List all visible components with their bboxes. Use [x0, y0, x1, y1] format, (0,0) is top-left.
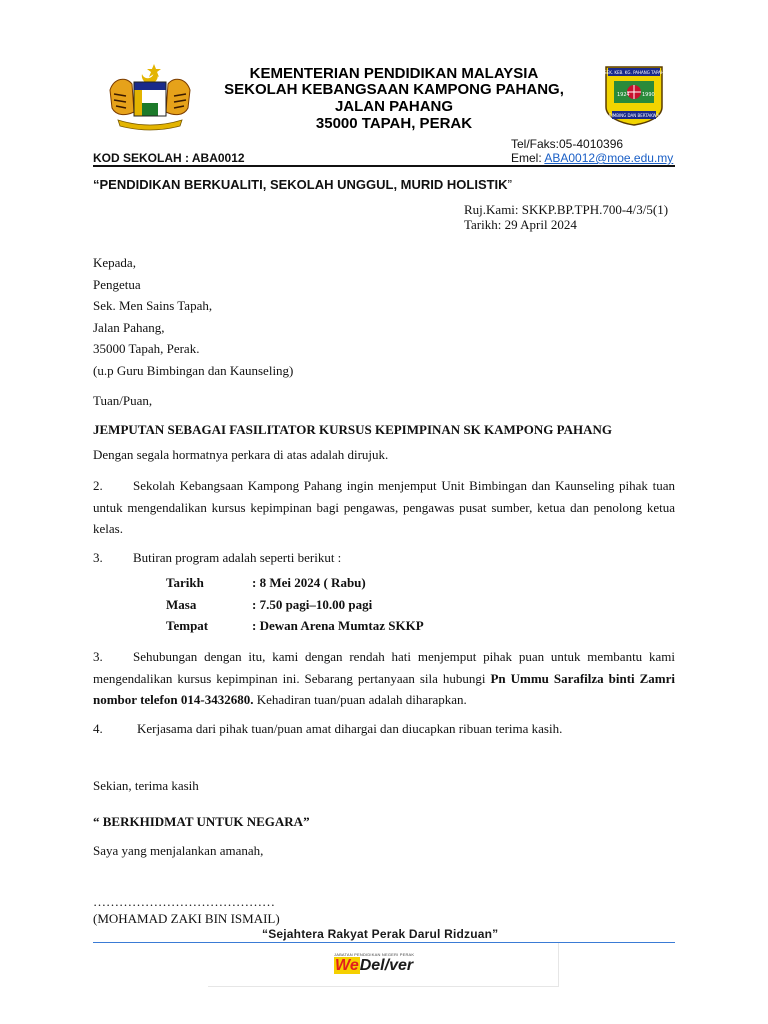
reference-number: Ruj.Kami: SKKP.BP.TPH.700-4/3/5(1): [464, 202, 669, 217]
paragraph-text: Butiran program adalah seperti berikut :: [133, 550, 342, 565]
signature-dots: ……………………………………: [93, 894, 275, 909]
recipient-line: 35000 Tapah, Perak.: [93, 341, 200, 356]
footer-slogan: “Sejahtera Rakyat Perak Darul Ridzuan”: [262, 927, 499, 941]
paragraph-number: 3.: [93, 649, 103, 664]
detail-row: [166, 572, 424, 594]
paragraph-3b: [93, 646, 675, 711]
malaysia-coat-of-arms-icon: [104, 60, 196, 132]
we-deliver-logo: [334, 957, 413, 975]
recipient-block: [93, 252, 293, 381]
school-code: KOD SEKOLAH : ABA0012: [93, 151, 245, 165]
paragraph-3: [93, 547, 675, 569]
service-motto: “ BERKHIDMAT UNTUK NEGARA”: [93, 814, 310, 829]
salutation: Tuan/Puan,: [93, 393, 153, 408]
email-label: Emel:: [511, 151, 545, 165]
school-crest-icon: [602, 63, 666, 127]
ministry-name: KEMENTERIAN PENDIDIKAN MALAYSIA: [249, 65, 539, 82]
badge-top-text: SEK. KEB. KG. PAHANG TAPAH: [604, 70, 664, 75]
detail-label: Masa: [166, 596, 197, 612]
header-divider: [93, 165, 675, 167]
recipient-line: Kepada,: [93, 255, 136, 270]
slogan-text: PENDIDIKAN BERKUALITI, SEKOLAH UNGGUL, MURID HOLISTIK: [99, 177, 508, 192]
school-email-row: [511, 151, 673, 165]
slogan-open-quote: “: [93, 177, 100, 192]
reference-block: [464, 202, 668, 232]
school-telephone: Tel/Faks:05-4010396: [511, 137, 624, 151]
paragraph-number: 4.: [93, 721, 103, 736]
letter-date: Tarikh: 29 April 2024: [464, 217, 577, 232]
recipient-line: Sek. Men Sains Tapah,: [93, 298, 213, 313]
paragraph-2: [93, 475, 675, 540]
logo-we: We: [335, 957, 359, 974]
recipient-line: Jalan Pahang,: [93, 319, 165, 335]
contact-person: Pn Ummu Sarafilza binti Zamri nombor telefon 014-3432680.: [93, 670, 675, 707]
program-details: [166, 572, 424, 637]
paragraph-number: 3.: [93, 550, 103, 565]
badge-year-right: 1990: [642, 92, 655, 98]
detail-row: [166, 594, 424, 616]
detail-label: Tarikh: [166, 575, 204, 590]
badge-year-left: 1924: [617, 92, 630, 98]
detail-value: : 8 Mei 2024 ( Rabu): [252, 575, 366, 590]
signatory-name: (MOHAMAD ZAKI BIN ISMAIL): [93, 911, 280, 926]
school-slogan: [93, 177, 512, 192]
school-email-link[interactable]: ABA0012@moe.edu.my: [544, 151, 674, 165]
closing-line: Sekian, terima kasih: [93, 778, 199, 793]
detail-row: [166, 615, 424, 637]
recipient-line: Pengetua: [93, 276, 141, 292]
footer-small-text: JABATAN PENDIDIKAN NEGERI PERAK: [334, 952, 415, 957]
amanah-line: Saya yang menjalankan amanah,: [93, 843, 264, 858]
detail-value: : Dewan Arena Mumtaz SKKP: [252, 618, 424, 633]
letter-subject: JEMPUTAN SEBAGAI FASILITATOR KURSUS KEPIMPINAN SK KAMPONG PAHANG: [93, 422, 612, 437]
slogan-close-quote: ”: [507, 177, 512, 192]
paragraph-4: [93, 718, 675, 740]
detail-value: : 7.50 pagi–10.00 pagi: [252, 596, 373, 612]
recipient-line: (u.p Guru Bimbingan dan Kaunseling): [93, 362, 294, 378]
school-address-city: 35000 TAPAH, PERAK: [315, 115, 473, 132]
opening-line: Dengan segala hormatnya perkara di atas adalah dirujuk.: [93, 447, 389, 462]
paragraph-number: 2.: [93, 478, 103, 493]
school-address-street: JALAN PAHANG: [334, 98, 454, 115]
paragraph-text: Sekolah Kebangsaan Kampong Pahang ingin menjemput Unit Bimbingan dan Kaunseling pihak tuan untuk mengendalikan kursus kepimpinan bagi pengawas, pengawas pusat sumber, ketua dan penolong ketua kelas.: [93, 478, 675, 536]
paragraph-text: Kerjasama dari pihak tuan/puan amat dihargai dan diucapkan ribuan terima kasih.: [137, 721, 563, 736]
logo-deliver: Del/ver: [359, 957, 414, 974]
detail-label: Tempat: [166, 618, 209, 633]
badge-motto: BIMBING DAN BERTAKWA: [608, 113, 660, 118]
school-name: SEKOLAH KEBANGSAAN KAMPONG PAHANG,: [224, 81, 564, 98]
paragraph-text-end: Kehadiran tuan/puan adalah diharapkan.: [253, 692, 467, 707]
paragraph-text: Sehubungan dengan itu, kami dengan rendah hati menjemput pihak puan untuk membantu kami mengendalikan kursus kepimpinan ini. Sebarang pertanyaan sila hubungi: [93, 649, 675, 686]
